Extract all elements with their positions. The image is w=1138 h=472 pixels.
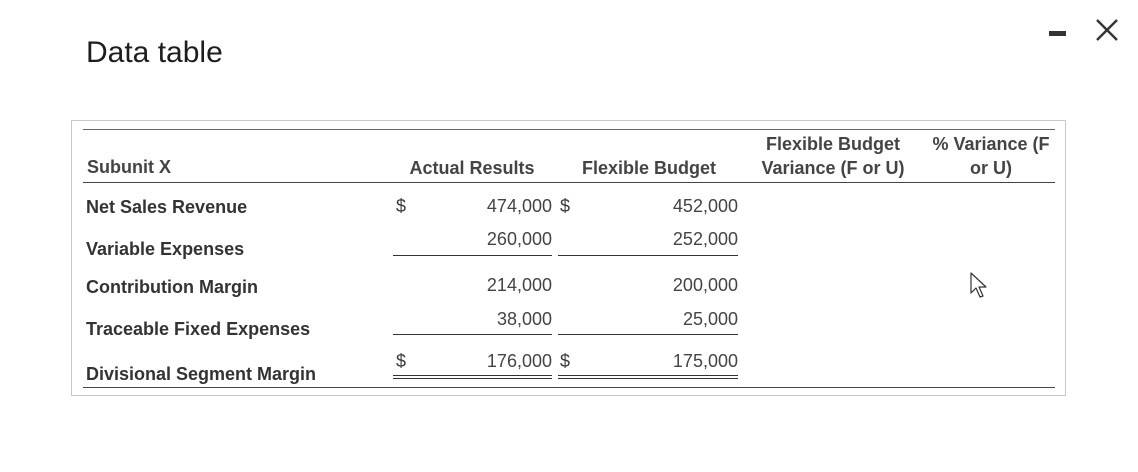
double-underline-actual-1 [393, 375, 552, 376]
cell-flexible-variable-expenses: 252,000 [672, 229, 738, 249]
row-dollar-actual-divisional: $ [396, 351, 407, 371]
minimize-icon [1049, 31, 1066, 36]
underline-flexible-variable [558, 255, 738, 256]
row-label-traceable-fixed: Traceable Fixed Expenses [86, 319, 311, 339]
header-fb-variance-line2: Variance (F or U) [761, 158, 905, 178]
cell-actual-net-sales: 474,000 [486, 196, 552, 216]
underline-actual-traceable [393, 334, 552, 335]
header-subunit: Subunit X [87, 157, 171, 177]
cell-flexible-traceable-fixed: 25,000 [682, 309, 738, 329]
cell-actual-variable-expenses: 260,000 [486, 229, 552, 249]
double-underline-flexible-2 [558, 378, 738, 379]
cell-flexible-divisional-segment: 175,000 [672, 351, 738, 371]
row-label-variable-expenses: Variable Expenses [86, 239, 245, 259]
header-rule [83, 182, 1055, 183]
close-icon [1093, 16, 1121, 44]
header-pct-variance-line2: or U) [970, 158, 1012, 178]
table-bottom-rule [83, 387, 1055, 388]
row-label-divisional-segment: Divisional Segment Margin [86, 364, 317, 384]
row-label-net-sales: Net Sales Revenue [86, 197, 248, 217]
close-button[interactable] [1093, 16, 1121, 44]
mouse-cursor-icon [969, 271, 989, 299]
dialog-title: Data table [86, 36, 223, 69]
table-top-rule [83, 129, 1055, 130]
header-actual-results: Actual Results [409, 158, 535, 178]
row-dollar-actual-net-sales: $ [396, 196, 407, 216]
header-fb-variance-line1: Flexible Budget [765, 134, 900, 154]
cell-flexible-net-sales: 452,000 [672, 196, 738, 216]
underline-flexible-traceable [558, 334, 738, 335]
minimize-button[interactable] [1046, 18, 1072, 44]
cell-flexible-contribution-margin: 200,000 [672, 275, 738, 295]
row-label-contribution-margin: Contribution Margin [86, 277, 258, 297]
header-pct-variance-line1: % Variance (F [932, 134, 1050, 154]
cell-actual-contribution-margin: 214,000 [486, 275, 552, 295]
data-table-panel [71, 120, 1066, 396]
cell-actual-divisional-segment: 176,000 [486, 351, 552, 371]
double-underline-actual-2 [393, 378, 552, 379]
row-dollar-flexible-divisional: $ [560, 351, 571, 371]
cell-actual-traceable-fixed: 38,000 [496, 309, 552, 329]
underline-actual-variable [393, 255, 552, 256]
header-flexible-budget: Flexible Budget [581, 158, 716, 178]
double-underline-flexible-1 [558, 375, 738, 376]
row-dollar-flexible-net-sales: $ [560, 196, 571, 216]
